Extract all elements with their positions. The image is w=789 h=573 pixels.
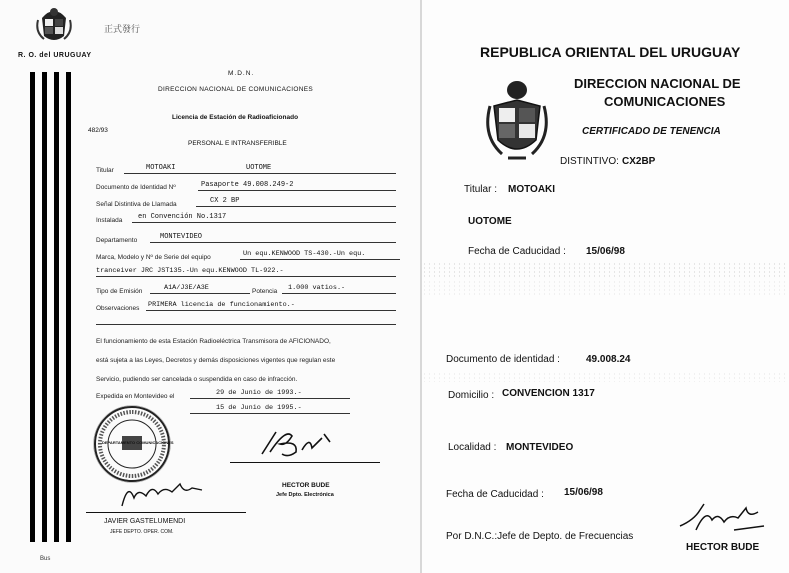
directorate-line-1: DIRECCION NACIONAL DE	[574, 76, 741, 91]
installed-value: en Convención No.1317	[138, 213, 227, 221]
distintivo-label: DISTINTIVO:	[560, 156, 619, 167]
license-number: 482/93	[88, 127, 108, 134]
flag-stripe	[54, 72, 59, 542]
dept-label: Departamento	[96, 237, 138, 244]
cert-localidad-value: MONTEVIDEO	[506, 442, 574, 453]
cert-doc-value: 49.008.24	[586, 354, 631, 365]
titular-surname: UOTOME	[246, 164, 272, 172]
signer-right-name: HECTOR BUDE	[282, 482, 330, 489]
equipment-value-1: Un equ.KENWOOD TS-430.-Un equ.	[243, 250, 366, 258]
legal-text-line-3: Servicio, pudiendo ser cancelada o suspendida en caso de infracción.	[96, 376, 298, 383]
coat-of-arms-icon	[34, 6, 74, 44]
cert-doc-label: Documento de identidad :	[446, 354, 560, 365]
cert-domicilio-label: Domicilio :	[448, 390, 495, 401]
bottom-mark: Bus	[40, 556, 51, 562]
doc-value: Pasaporte 49.008.249-2	[201, 181, 294, 189]
signature-icon	[240, 424, 350, 464]
signature-icon	[112, 478, 212, 512]
cert-footer-label: Por D.N.C.:Jefe de Depto. de Frecuencias	[446, 531, 634, 542]
doc-label: Documento de Identidad Nº	[96, 184, 176, 191]
coat-of-arms-icon	[482, 78, 552, 166]
expiry-date: 15 de Junio de 1995.-	[216, 404, 302, 412]
signer-right-title: Jefe Dpto. Electrónica	[276, 492, 334, 498]
directorate-line-2: COMUNICACIONES	[604, 94, 726, 109]
stamp-center-text: DEPARTAMENTO COMUNICACIONES	[102, 440, 174, 445]
cert-domicilio-value: CONVENCION 1317	[502, 388, 595, 399]
observations-label: Observaciones	[96, 305, 140, 312]
installed-label: Instalada	[96, 217, 123, 224]
cert-localidad-label: Localidad :	[448, 442, 497, 453]
flag-stripe	[66, 72, 71, 542]
distintivo-value: CX2BP	[622, 156, 656, 167]
titular-name: MOTOAKI	[146, 164, 176, 172]
cert-titular-label: Titular :	[464, 184, 497, 195]
cert-expiry-value: 15/06/98	[586, 246, 625, 257]
country-header: R. O. del URUGUAY	[18, 52, 92, 59]
flag-stripe	[42, 72, 47, 542]
certificate-page	[422, 0, 789, 573]
power-value: 1.000 vatios.-	[288, 284, 346, 292]
callsign-label: Señal Distintiva de Llamada	[96, 201, 177, 208]
legal-text-line-1: El funcionamiento de esta Estación Radioeléctrica Transmisora de AFICIONADO,	[96, 338, 331, 345]
issued-date: 29 de Junio de 1993.-	[216, 389, 302, 397]
issued-label: Expedida en Montevideo el	[96, 393, 175, 400]
equipment-label: Marca, Modelo y Nº de Serie del equipo	[96, 254, 211, 261]
flag-stripe	[30, 72, 35, 542]
emission-value: A1A/J3E/A3E	[164, 284, 209, 292]
equipment-value-2: tranceiver JRC JST135.-Un equ.KENWOOD TL-922.-	[96, 267, 284, 275]
certificate-country-title: REPUBLICA ORIENTAL DEL URUGUAY	[480, 44, 741, 60]
cert-expiry-label: Fecha de Caducidad :	[468, 246, 566, 257]
signer-left-name: JAVIER GASTELUMENDI	[104, 518, 186, 525]
cert-expiry2-value: 15/06/98	[564, 487, 603, 498]
cert-expiry2-label: Fecha de Caducidad :	[446, 489, 544, 500]
mdn-header: M.D.N.	[228, 70, 255, 77]
callsign-value: CX 2 BP	[210, 197, 240, 205]
directorate-header: DIRECCION NACIONAL DE COMUNICACIONES	[158, 86, 314, 93]
certificate-title: CERTIFICADO DE TENENCIA	[582, 126, 721, 137]
cert-titular-surname: UOTOME	[468, 216, 512, 227]
power-label: Potencia	[252, 288, 278, 295]
signature-icon	[674, 500, 770, 538]
license-title: Licencia de Estación de Radioaficionado	[172, 114, 299, 121]
dept-value: MONTEVIDEO	[160, 233, 203, 241]
handwritten-note: 正式發行	[104, 25, 141, 35]
legal-text-line-2: está sujeta a las Leyes, Decretos y demás disposiciones vigentes que regulan este	[96, 357, 336, 364]
personal-text: PERSONAL E INTRANSFERIBLE	[188, 140, 287, 147]
signer-left-title: JEFE DEPTO. OPER. COM.	[110, 529, 174, 535]
cert-signer-name: HECTOR BUDE	[686, 542, 760, 553]
cert-titular-name: MOTOAKI	[508, 184, 556, 195]
titular-label: Titular	[96, 167, 114, 174]
emission-label: Tipo de Emisión	[96, 288, 143, 295]
observations-value: PRIMERA licencia de funcionamiento.-	[148, 301, 295, 309]
